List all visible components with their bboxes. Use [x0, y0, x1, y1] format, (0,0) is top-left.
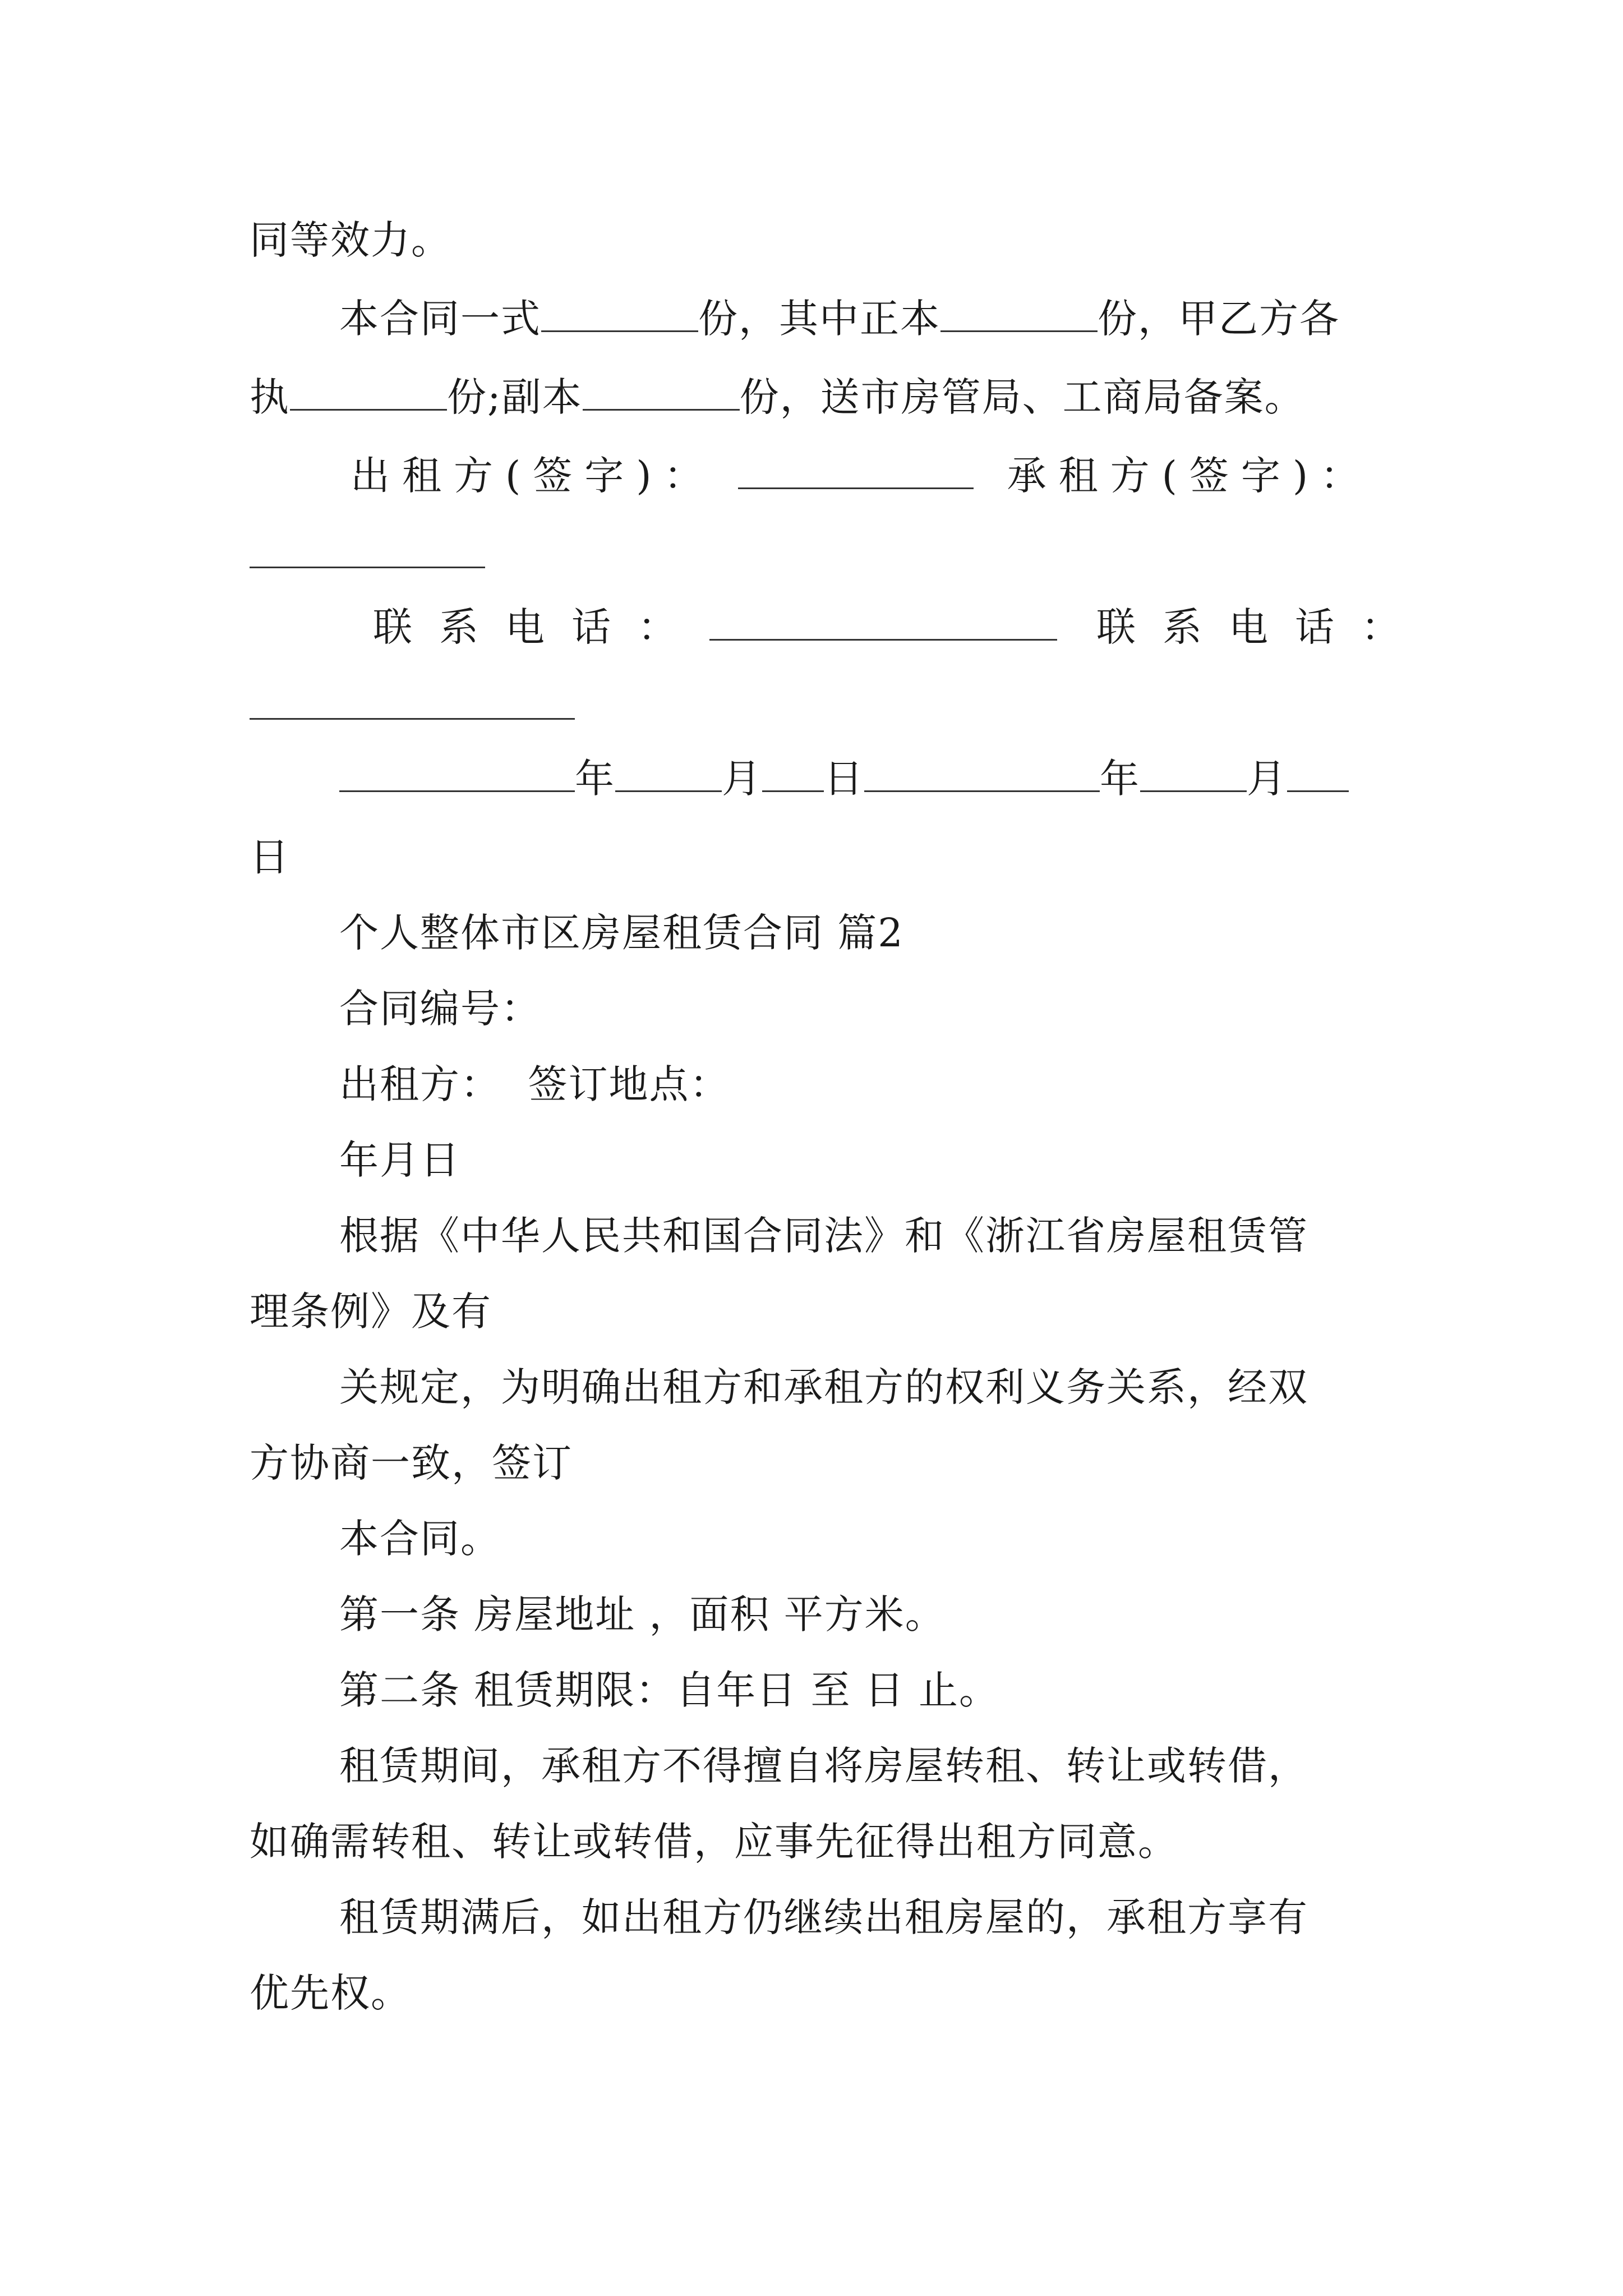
text-line: 同等效力。 — [250, 217, 451, 263]
lessor-signing-place: 出租方： 签订地点： — [339, 1061, 730, 1107]
fill-blank — [1140, 754, 1247, 792]
fill-blank — [762, 754, 824, 792]
phone-blank — [709, 603, 1057, 641]
text-line: 本合同一式 份，其中正本 份，甲乙方各 — [339, 296, 1340, 342]
paragraph-line: 租赁期间，承租方不得擅自将房屋转租、转让或转借， — [339, 1743, 1308, 1789]
article-1: 第一条 房屋地址 ，面积 平方米。 — [339, 1591, 946, 1637]
paragraph-line: 关规定，为明确出租方和承租方的权利义务关系，经双 — [339, 1364, 1308, 1410]
signature-blank — [250, 567, 485, 568]
date-line: 年 月 日 年 月 — [250, 752, 1388, 806]
fill-blank — [583, 373, 740, 411]
phone-line: 联系电话： 联系电话： — [373, 604, 1427, 650]
paragraph-line: 优先权。 — [250, 1970, 411, 2016]
paragraph-line: 租赁期满后，如出租方仍继续出租房屋的，承租方享有 — [339, 1894, 1308, 1940]
text-line: 日 — [250, 834, 290, 880]
fill-blank — [541, 295, 698, 332]
fill-blank — [290, 373, 447, 411]
paragraph-line: 本合同。 — [339, 1516, 501, 1562]
paragraph-line: 根据《中华人民共和国合同法》和《浙江省房屋租赁管 — [339, 1213, 1308, 1259]
fill-blank — [940, 295, 1098, 332]
paragraph-line: 方协商一致，签订 — [250, 1440, 573, 1486]
contract-number: 合同编号： — [339, 986, 541, 1032]
fill-blank — [1287, 754, 1349, 792]
paragraph-line: 如确需转租、转让或转借，应事先征得出租方同意。 — [250, 1819, 1178, 1865]
fill-blank — [615, 754, 722, 792]
signature-blank — [738, 452, 974, 489]
fill-blank — [864, 754, 1100, 792]
fill-blank — [339, 754, 575, 792]
section-title: 个人整体市区房屋租赁合同 篇2 — [339, 910, 904, 956]
phone-blank — [250, 718, 575, 720]
date-text: 年月日 — [339, 1137, 460, 1183]
article-2: 第二条 租赁期限：自年日 至 日 止。 — [339, 1667, 1000, 1713]
signature-line: 出租方(签字)： 承租方(签字)： — [351, 453, 1372, 499]
paragraph-line: 理条例》及有 — [250, 1289, 492, 1335]
text-line: 执 份;副本 份，送市房管局、工商局备案。 — [250, 374, 1305, 420]
